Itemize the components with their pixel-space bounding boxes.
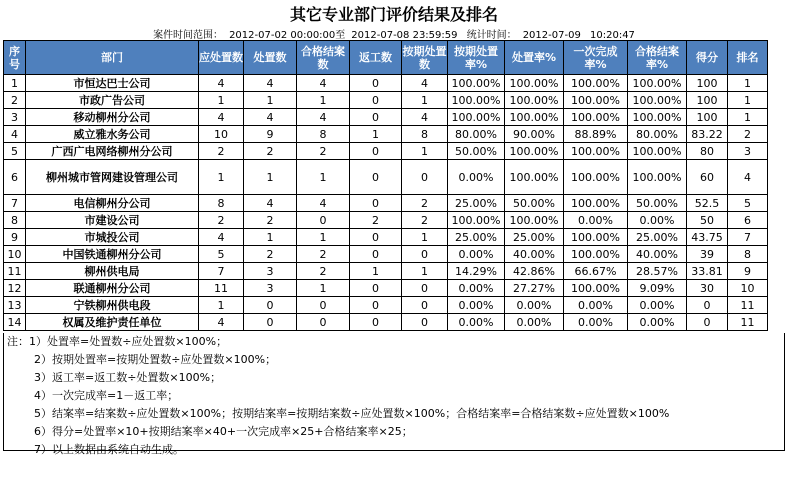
table-cell: 0.00% bbox=[628, 212, 687, 229]
table-cell: 39 bbox=[687, 246, 728, 263]
column-header: 得分 bbox=[687, 41, 728, 75]
table-cell: 0 bbox=[402, 280, 448, 297]
table-cell: 0 bbox=[244, 314, 297, 331]
table-row bbox=[4, 246, 768, 263]
table-cell: 100.00% bbox=[505, 212, 564, 229]
table-cell: 0 bbox=[402, 297, 448, 314]
table-cell: 8 bbox=[297, 126, 350, 143]
table-cell: 9 bbox=[4, 229, 26, 246]
table-cell: 0 bbox=[350, 143, 402, 160]
column-header: 按期处置率% bbox=[448, 41, 505, 75]
table-cell: 0 bbox=[350, 92, 402, 109]
table-cell: 1 bbox=[4, 75, 26, 92]
table-cell: 90.00% bbox=[505, 126, 564, 143]
table-cell: 1 bbox=[402, 92, 448, 109]
department-cell: 权属及维护责任单位 bbox=[26, 314, 199, 331]
table-cell: 1 bbox=[728, 92, 768, 109]
table-cell: 100.00% bbox=[564, 246, 628, 263]
department-cell: 柳州供电局 bbox=[26, 263, 199, 280]
report-time-range bbox=[0, 26, 788, 41]
table-cell: 0 bbox=[402, 160, 448, 195]
table-cell: 4 bbox=[4, 126, 26, 143]
table-cell: 50.00% bbox=[448, 143, 505, 160]
column-header: 合格结案率% bbox=[628, 41, 687, 75]
table-cell: 2 bbox=[402, 195, 448, 212]
table-cell: 2 bbox=[199, 212, 244, 229]
table-cell: 42.86% bbox=[505, 263, 564, 280]
table-cell: 2 bbox=[244, 246, 297, 263]
table-cell: 25.00% bbox=[448, 195, 505, 212]
table-cell: 2 bbox=[297, 246, 350, 263]
table-cell: 60 bbox=[687, 160, 728, 195]
table-cell: 0 bbox=[687, 297, 728, 314]
table-cell: 1 bbox=[350, 126, 402, 143]
department-cell: 市政广告公司 bbox=[26, 92, 199, 109]
range-end: 2012-07-08 23:59:59 bbox=[351, 30, 458, 41]
table-cell: 1 bbox=[244, 229, 297, 246]
table-cell: 3 bbox=[4, 109, 26, 126]
table-cell: 100 bbox=[687, 92, 728, 109]
table-cell: 4 bbox=[244, 109, 297, 126]
table-row bbox=[4, 143, 768, 160]
table-cell: 9.09% bbox=[628, 280, 687, 297]
table-cell: 1 bbox=[297, 280, 350, 297]
table-cell: 4 bbox=[199, 314, 244, 331]
table-cell: 66.67% bbox=[564, 263, 628, 280]
table-cell: 6 bbox=[728, 212, 768, 229]
table-cell: 1 bbox=[728, 75, 768, 92]
table-cell: 0.00% bbox=[448, 314, 505, 331]
note-line: 7）以上数据由系统自动生成。 bbox=[34, 443, 184, 456]
table-cell: 2 bbox=[297, 143, 350, 160]
table-cell: 0 bbox=[402, 314, 448, 331]
table-cell: 7 bbox=[728, 229, 768, 246]
table-cell: 1 bbox=[728, 109, 768, 126]
table-cell: 27.27% bbox=[505, 280, 564, 297]
table-cell: 40.00% bbox=[505, 246, 564, 263]
table-cell: 0 bbox=[297, 314, 350, 331]
table-cell: 2 bbox=[199, 143, 244, 160]
column-header: 一次完成率% bbox=[564, 41, 628, 75]
table-cell: 1 bbox=[199, 92, 244, 109]
table-cell: 40.00% bbox=[628, 246, 687, 263]
table-cell: 10 bbox=[4, 246, 26, 263]
table-cell: 4 bbox=[244, 195, 297, 212]
table-cell: 0 bbox=[350, 195, 402, 212]
table-cell: 4 bbox=[199, 109, 244, 126]
table-cell: 12 bbox=[4, 280, 26, 297]
table-cell: 50.00% bbox=[505, 195, 564, 212]
table-cell: 100 bbox=[687, 109, 728, 126]
table-cell: 80.00% bbox=[628, 126, 687, 143]
table-cell: 100.00% bbox=[628, 92, 687, 109]
note-line: 4）一次完成率=1－返工率； bbox=[34, 389, 179, 402]
table-row bbox=[4, 126, 768, 143]
table-cell: 11 bbox=[728, 314, 768, 331]
table-cell: 100.00% bbox=[505, 92, 564, 109]
table-cell: 25.00% bbox=[628, 229, 687, 246]
table-cell: 100.00% bbox=[505, 160, 564, 195]
table-body bbox=[4, 75, 768, 331]
table-cell: 0 bbox=[350, 75, 402, 92]
table-cell: 8 bbox=[199, 195, 244, 212]
table-cell: 3 bbox=[728, 143, 768, 160]
print-date: 2012-07-09 bbox=[522, 30, 581, 41]
table-row bbox=[4, 75, 768, 92]
table-cell: 52.5 bbox=[687, 195, 728, 212]
table-row bbox=[4, 263, 768, 280]
table-cell: 80.00% bbox=[448, 126, 505, 143]
table-cell: 0 bbox=[350, 280, 402, 297]
column-header: 部门 bbox=[26, 41, 199, 75]
department-cell: 市城投公司 bbox=[26, 229, 199, 246]
column-header: 序号 bbox=[4, 41, 26, 75]
table-row bbox=[4, 314, 768, 331]
table-cell: 0.00% bbox=[564, 212, 628, 229]
table-cell: 0 bbox=[244, 297, 297, 314]
table-cell: 0.00% bbox=[448, 297, 505, 314]
table-cell: 7 bbox=[4, 195, 26, 212]
table-cell: 100.00% bbox=[505, 143, 564, 160]
table-row bbox=[4, 195, 768, 212]
table-cell: 100.00% bbox=[564, 160, 628, 195]
table-cell: 2 bbox=[244, 212, 297, 229]
column-header: 应处置数 bbox=[199, 41, 244, 75]
table-cell: 5 bbox=[728, 195, 768, 212]
department-cell: 联通柳州分公司 bbox=[26, 280, 199, 297]
column-header: 处置数 bbox=[244, 41, 297, 75]
table-cell: 2 bbox=[402, 212, 448, 229]
table-row bbox=[4, 160, 768, 195]
table-cell: 0.00% bbox=[628, 314, 687, 331]
table-cell: 100.00% bbox=[564, 92, 628, 109]
table-cell: 1 bbox=[199, 160, 244, 195]
table-cell: 80 bbox=[687, 143, 728, 160]
table-cell: 50.00% bbox=[628, 195, 687, 212]
table-cell: 30 bbox=[687, 280, 728, 297]
table-row bbox=[4, 280, 768, 297]
table-cell: 4 bbox=[402, 75, 448, 92]
table-cell: 2 bbox=[4, 92, 26, 109]
table-cell: 33.81 bbox=[687, 263, 728, 280]
table-cell: 14 bbox=[4, 314, 26, 331]
table-cell: 100.00% bbox=[448, 92, 505, 109]
table-cell: 2 bbox=[350, 212, 402, 229]
table-cell: 1 bbox=[297, 92, 350, 109]
table-cell: 100.00% bbox=[564, 143, 628, 160]
table-cell: 11 bbox=[728, 297, 768, 314]
table-cell: 100 bbox=[687, 75, 728, 92]
table-cell: 0 bbox=[350, 160, 402, 195]
table-cell: 100.00% bbox=[628, 109, 687, 126]
header-row bbox=[4, 41, 768, 75]
table-row bbox=[4, 212, 768, 229]
table-cell: 5 bbox=[199, 246, 244, 263]
print-time-label: 统计时间： bbox=[466, 30, 517, 41]
column-header: 处置率% bbox=[505, 41, 564, 75]
table-cell: 0.00% bbox=[448, 160, 505, 195]
table-cell: 0 bbox=[350, 297, 402, 314]
table-cell: 2 bbox=[297, 263, 350, 280]
table-cell: 4 bbox=[199, 75, 244, 92]
table-cell: 0.00% bbox=[505, 314, 564, 331]
table-row bbox=[4, 92, 768, 109]
table-cell: 0.00% bbox=[448, 280, 505, 297]
table-cell: 0 bbox=[350, 109, 402, 126]
table-cell: 8 bbox=[728, 246, 768, 263]
department-cell: 移动柳州分公司 bbox=[26, 109, 199, 126]
table-cell: 4 bbox=[402, 109, 448, 126]
table-cell: 1 bbox=[402, 229, 448, 246]
table-cell: 0 bbox=[350, 314, 402, 331]
table-cell: 0 bbox=[350, 246, 402, 263]
column-header: 按期处置数 bbox=[402, 41, 448, 75]
table-cell: 4 bbox=[199, 229, 244, 246]
table-cell: 8 bbox=[4, 212, 26, 229]
table-cell: 1 bbox=[402, 263, 448, 280]
table-cell: 43.75 bbox=[687, 229, 728, 246]
table-cell: 100.00% bbox=[505, 109, 564, 126]
table-cell: 100.00% bbox=[628, 75, 687, 92]
table-cell: 100.00% bbox=[448, 109, 505, 126]
column-header: 排名 bbox=[728, 41, 768, 75]
table-cell: 0.00% bbox=[505, 297, 564, 314]
table-cell: 100.00% bbox=[564, 195, 628, 212]
table-cell: 3 bbox=[244, 263, 297, 280]
table-cell: 4 bbox=[297, 109, 350, 126]
table-cell: 2 bbox=[244, 143, 297, 160]
table-cell: 100.00% bbox=[505, 75, 564, 92]
note-line: 6）得分=处置率×10+按期结案率×40+一次完成率×25+合格结案率×25； bbox=[34, 425, 413, 438]
table-cell: 7 bbox=[199, 263, 244, 280]
table-cell: 100.00% bbox=[564, 75, 628, 92]
table-cell: 4 bbox=[728, 160, 768, 195]
table-cell: 11 bbox=[4, 263, 26, 280]
table-row bbox=[4, 297, 768, 314]
stats-time-label: 案件时间范围： bbox=[153, 30, 224, 41]
department-cell: 宁铁柳州供电段 bbox=[26, 297, 199, 314]
department-cell: 市建设公司 bbox=[26, 212, 199, 229]
table-cell: 9 bbox=[728, 263, 768, 280]
column-header: 合格结案数 bbox=[297, 41, 350, 75]
table-cell: 100.00% bbox=[448, 75, 505, 92]
table-cell: 0.00% bbox=[448, 246, 505, 263]
table-cell: 10 bbox=[728, 280, 768, 297]
department-cell: 市恒达巴士公司 bbox=[26, 75, 199, 92]
table-cell: 9 bbox=[244, 126, 297, 143]
column-header: 返工数 bbox=[350, 41, 402, 75]
note-line: 5）结案率=结案数÷应处置数×100%；按期结案率=按期结案数÷应处置数×100%；合格结案率=合格结案数÷应处置数×100% bbox=[34, 407, 670, 420]
table-cell: 4 bbox=[244, 75, 297, 92]
table-cell: 4 bbox=[297, 75, 350, 92]
table-cell: 0.00% bbox=[564, 297, 628, 314]
table-cell: 1 bbox=[244, 160, 297, 195]
department-cell: 广西广电网络柳州分公司 bbox=[26, 143, 199, 160]
table-cell: 10 bbox=[199, 126, 244, 143]
table-cell: 13 bbox=[4, 297, 26, 314]
table-cell: 1 bbox=[199, 297, 244, 314]
results-table bbox=[3, 40, 768, 331]
table-cell: 1 bbox=[350, 263, 402, 280]
table-cell: 0 bbox=[297, 212, 350, 229]
table-cell: 28.57% bbox=[628, 263, 687, 280]
table-cell: 100.00% bbox=[628, 143, 687, 160]
table-cell: 50 bbox=[687, 212, 728, 229]
table-cell: 100.00% bbox=[628, 160, 687, 195]
notes-box bbox=[3, 333, 785, 456]
table-cell: 1 bbox=[297, 229, 350, 246]
table-cell: 11 bbox=[199, 280, 244, 297]
table-cell: 88.89% bbox=[564, 126, 628, 143]
table-cell: 100.00% bbox=[564, 109, 628, 126]
table-cell: 100.00% bbox=[564, 229, 628, 246]
table-cell: 0.00% bbox=[628, 297, 687, 314]
table-cell: 0 bbox=[297, 297, 350, 314]
table-cell: 14.29% bbox=[448, 263, 505, 280]
table-cell: 5 bbox=[4, 143, 26, 160]
table-cell: 6 bbox=[4, 160, 26, 195]
table-cell: 3 bbox=[244, 280, 297, 297]
table-cell: 25.00% bbox=[448, 229, 505, 246]
table-cell: 100.00% bbox=[448, 212, 505, 229]
table-cell: 4 bbox=[297, 195, 350, 212]
table-cell: 0 bbox=[687, 314, 728, 331]
table-cell: 2 bbox=[728, 126, 768, 143]
department-cell: 威立雅水务公司 bbox=[26, 126, 199, 143]
table-cell: 83.22 bbox=[687, 126, 728, 143]
print-time: 10:20:47 bbox=[590, 30, 635, 41]
department-cell: 柳州城市管网建设管理公司 bbox=[26, 160, 199, 195]
table-cell: 100.00% bbox=[564, 280, 628, 297]
table-row bbox=[4, 229, 768, 246]
note-line: 3）返工率=返工数÷处置数×100%； bbox=[34, 371, 222, 384]
department-cell: 电信柳州分公司 bbox=[26, 195, 199, 212]
table-row bbox=[4, 109, 768, 126]
department-cell: 中国铁通柳州分公司 bbox=[26, 246, 199, 263]
table-cell: 25.00% bbox=[505, 229, 564, 246]
table-cell: 1 bbox=[244, 92, 297, 109]
table-cell: 8 bbox=[402, 126, 448, 143]
table-cell: 1 bbox=[402, 143, 448, 160]
note-line: 2）按期处置率=按期处置数÷应处置数×100%； bbox=[34, 353, 277, 366]
table-cell: 0 bbox=[350, 229, 402, 246]
note-line: 注：1）处置率=处置数÷应处置数×100%； bbox=[7, 335, 228, 348]
table-cell: 0.00% bbox=[564, 314, 628, 331]
range-start: 2012-07-02 00:00:00至 bbox=[229, 30, 346, 41]
report-title: 其它专业部门评价结果及排名 bbox=[289, 5, 498, 24]
table-cell: 0 bbox=[402, 246, 448, 263]
table-cell: 1 bbox=[297, 160, 350, 195]
